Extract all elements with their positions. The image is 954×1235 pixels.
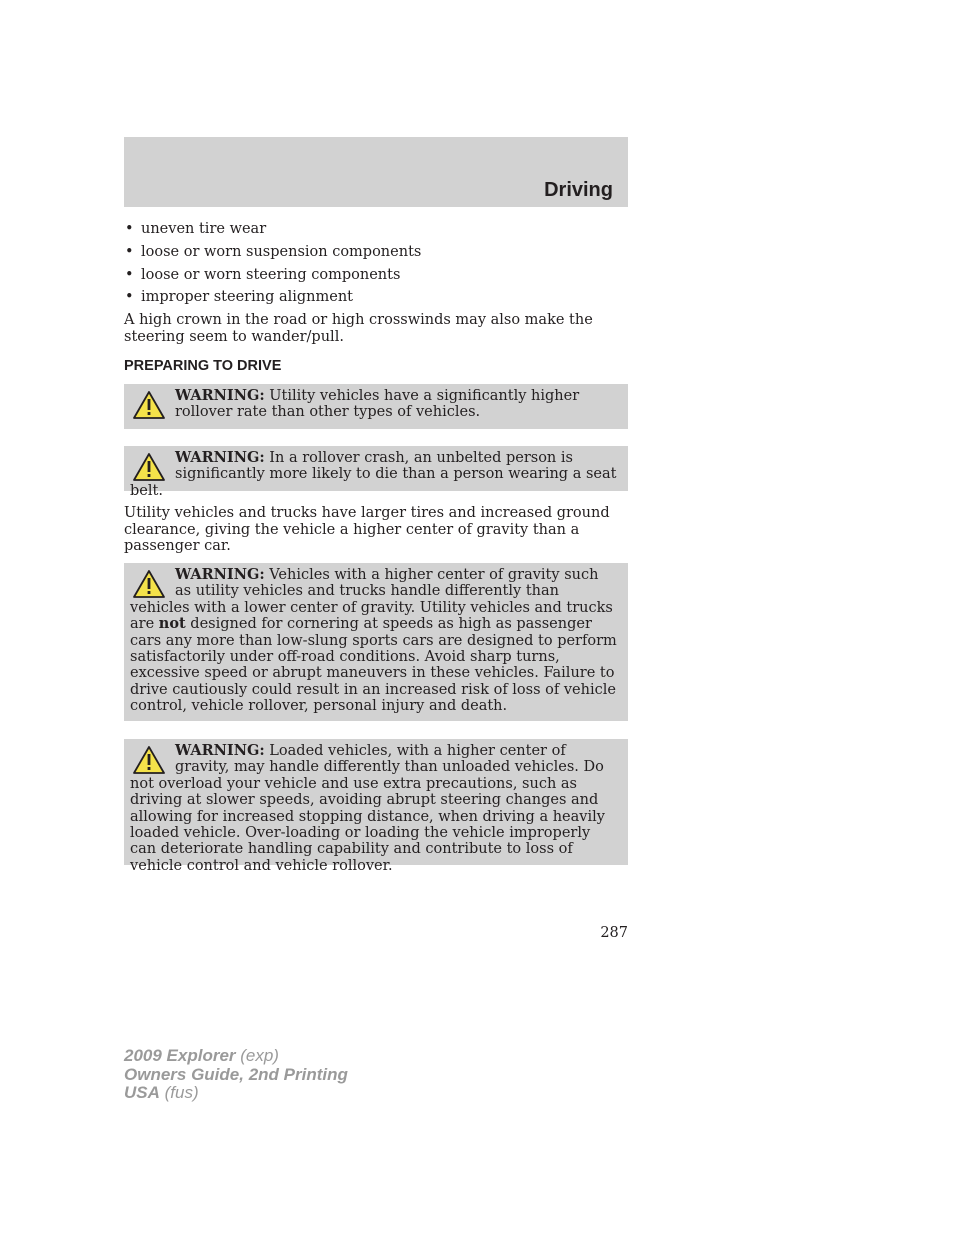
warning-triangle-icon (132, 390, 166, 420)
warning-label: WARNING: (175, 742, 265, 759)
subheading: PREPARING TO DRIVE (124, 358, 282, 374)
warning-text: Loaded vehicles, with a higher center of gravity, may handle differently than unloaded vehicles. Do not overload your vehicle and use extra precautions, such as driving at slower speeds, avoiding abrupt steering changes and allowing for increased stopping distance, when driving a heavily loaded vehicle. Over-loading or loading the vehicle improperly can deteriorate handling capability and contribute to loss of vehicle control and vehicle rollover. (130, 743, 605, 874)
warning-label: WARNING: (175, 449, 265, 466)
footer-line-3 (124, 1084, 348, 1103)
list-item-text: improper steering alignment (141, 289, 353, 306)
list-item (124, 267, 628, 283)
warning-triangle-icon (132, 569, 166, 599)
bullet-marker: • (125, 289, 134, 306)
warning-text: designed for cornering at speeds as high as passenger cars any more than low-slung sports cars are designed to perform satisfactorily under off-road conditions. Avoid sharp turns, excessive speed or abrupt maneuvers in these vehicles. Failure to drive cautiously could result in an increased risk of loss of vehicle control, vehicle rollover, personal injury and death. (130, 616, 617, 715)
list-item (124, 289, 628, 305)
paragraph-utility: Utility vehicles and trucks have larger tires and increased ground clearance, giving the vehicle a higher center of gravity than a passenger car. (124, 505, 610, 554)
list-item (124, 221, 628, 237)
section-title: Driving (544, 179, 613, 201)
footer-model-code: (exp) (235, 1046, 279, 1065)
footer-market: USA (124, 1083, 160, 1102)
cause-list (124, 221, 628, 312)
warning-text: In a rollover crash, an unbelted person is significantly more likely to die than a person wearing a seat belt. (130, 450, 617, 499)
footer-model: 2009 Explorer (124, 1046, 236, 1065)
warning-box (124, 384, 628, 429)
page-number: 287 (600, 925, 628, 941)
warning-box (124, 739, 628, 874)
footer-line-1 (124, 1047, 348, 1066)
list-item-text: uneven tire wear (141, 221, 267, 237)
footer-market-code: (fus) (159, 1083, 199, 1102)
section-header-band (124, 137, 628, 207)
list-item (124, 244, 628, 260)
list-item-text: loose or worn suspension components (141, 243, 422, 260)
bullet-marker: • (125, 221, 134, 237)
footer-line-2: Owners Guide, 2nd Printing (124, 1064, 348, 1084)
warning-label: WARNING: (175, 566, 265, 583)
warning-text: Vehicles with a higher center of gravity such as utility vehicles and trucks handle differently than vehicles with a lower center of gravity. Utility vehicles and trucks are (130, 567, 613, 633)
list-item-text: loose or worn steering components (141, 266, 401, 283)
warning-text: Utility vehicles have a significantly higher rollover rate than other types of vehicles. (175, 388, 580, 421)
warning-triangle-icon (132, 452, 166, 482)
bullet-marker: • (125, 266, 134, 283)
footer (124, 1047, 348, 1103)
bullet-marker: • (125, 243, 134, 260)
warning-box (124, 563, 628, 721)
warning-emphasis: not (158, 615, 186, 633)
warning-label: WARNING: (175, 387, 265, 404)
warning-box (124, 446, 628, 499)
paragraph-crown: A high crown in the road or high crosswinds may also make the steering seem to wander/pull. (124, 312, 593, 345)
warning-triangle-icon (132, 745, 166, 775)
